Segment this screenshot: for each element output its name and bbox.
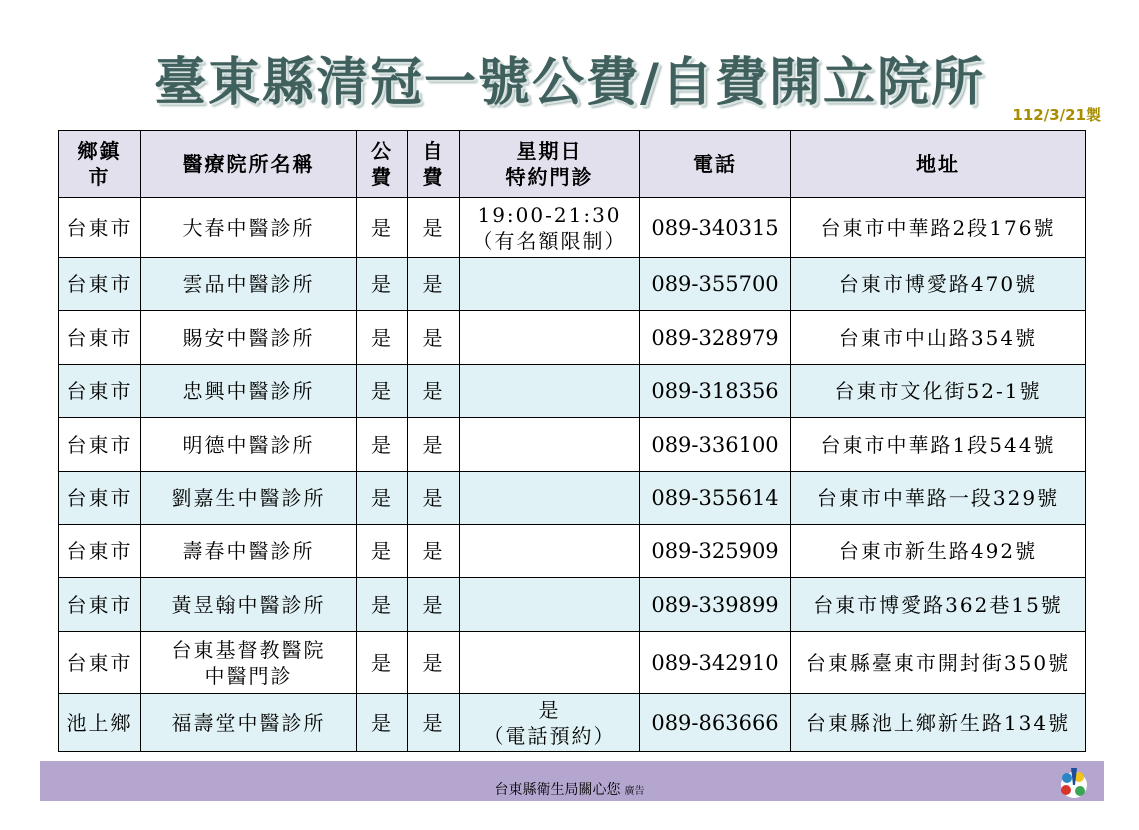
- ad-label: 廣告: [624, 786, 645, 797]
- cell-address: 台東市中華路1段544號: [791, 418, 1086, 472]
- table-row: [59, 418, 1086, 472]
- cell-public: 是: [357, 472, 408, 525]
- cell-phone: 089-336100: [640, 418, 791, 472]
- table-row: [59, 632, 1086, 694]
- cell-self: 是: [408, 632, 460, 694]
- cell-address: 台東市中山路354號: [791, 311, 1086, 365]
- cell-phone: 089-863666: [640, 694, 791, 752]
- cell-town: 台東市: [59, 365, 141, 418]
- cell-self: 是: [408, 418, 460, 472]
- header-town: 鄉鎮 市: [59, 131, 141, 198]
- header-public: 公 費: [357, 131, 408, 198]
- cell-town: 台東市: [59, 525, 141, 578]
- cell-town: 台東市: [59, 632, 141, 694]
- table-row: [59, 311, 1086, 365]
- cell-self: 是: [408, 198, 460, 258]
- cell-phone: 089-318356: [640, 365, 791, 418]
- cell-phone: 089-339899: [640, 578, 791, 632]
- footer-text: [0, 779, 1139, 799]
- cell-town: 台東市: [59, 472, 141, 525]
- cell-self: 是: [408, 472, 460, 525]
- cell-clinic-name: 福壽堂中醫診所: [141, 694, 357, 752]
- cell-public: 是: [357, 418, 408, 472]
- cell-public: 是: [357, 258, 408, 311]
- cell-clinic-name: 黃昱翰中醫診所: [141, 578, 357, 632]
- cell-public: 是: [357, 694, 408, 752]
- cell-sunday-clinic: [460, 632, 640, 694]
- cell-clinic-name: 賜安中醫診所: [141, 311, 357, 365]
- cell-phone: 089-325909: [640, 525, 791, 578]
- cell-public: 是: [357, 578, 408, 632]
- table-row: [59, 694, 1086, 752]
- cell-public: 是: [357, 525, 408, 578]
- cell-town: 台東市: [59, 311, 141, 365]
- cell-clinic-name: 劉嘉生中醫診所: [141, 472, 357, 525]
- cell-sunday-clinic: [460, 365, 640, 418]
- cell-address: 台東縣池上鄉新生路134號: [791, 694, 1086, 752]
- cell-phone: 089-340315: [640, 198, 791, 258]
- cell-town: 台東市: [59, 418, 141, 472]
- cell-self: 是: [408, 525, 460, 578]
- cell-public: 是: [357, 632, 408, 694]
- page-title: 臺東縣清冠一號公費/自費開立院所: [154, 53, 985, 113]
- clinic-rows: [59, 198, 1086, 752]
- cell-address: 台東市中華路一段329號: [791, 472, 1086, 525]
- table-row: [59, 525, 1086, 578]
- cell-phone: 089-355700: [640, 258, 791, 311]
- cell-clinic-name: 台東基督教醫院 中醫門診: [141, 632, 357, 694]
- cell-self: 是: [408, 694, 460, 752]
- header-sunday-clinic: 星期日 特約門診: [460, 131, 640, 198]
- cell-sunday-clinic: [460, 258, 640, 311]
- cell-public: 是: [357, 198, 408, 258]
- cell-address: 台東市新生路492號: [791, 525, 1086, 578]
- cell-phone: 089-328979: [640, 311, 791, 365]
- cell-address: 台東市中華路2段176號: [791, 198, 1086, 258]
- cell-address: 台東市博愛路470號: [791, 258, 1086, 311]
- cell-town: 池上鄉: [59, 694, 141, 752]
- cell-town: 台東市: [59, 578, 141, 632]
- cell-sunday-clinic: [460, 311, 640, 365]
- cell-self: 是: [408, 365, 460, 418]
- cell-public: 是: [357, 311, 408, 365]
- table-row: [59, 365, 1086, 418]
- cell-town: 台東市: [59, 198, 141, 258]
- cell-clinic-name: 雲品中醫診所: [141, 258, 357, 311]
- table-header-row: [59, 131, 1086, 198]
- cell-town: 台東市: [59, 258, 141, 311]
- cell-sunday-clinic: 是 （電話預約）: [460, 694, 640, 752]
- header-address: 地址: [791, 131, 1086, 198]
- cell-sunday-clinic: [460, 578, 640, 632]
- cell-sunday-clinic: 19:00-21:30 （有名額限制）: [460, 198, 640, 258]
- table-row: [59, 258, 1086, 311]
- cell-sunday-clinic: [460, 418, 640, 472]
- cell-self: 是: [408, 258, 460, 311]
- header-phone: 電話: [640, 131, 791, 198]
- cell-sunday-clinic: [460, 472, 640, 525]
- health-bureau-logo-icon: [1052, 763, 1096, 801]
- clinic-table: [58, 130, 1086, 752]
- made-date: 112/3/21製: [1012, 106, 1101, 124]
- cell-self: 是: [408, 311, 460, 365]
- cell-clinic-name: 明德中醫診所: [141, 418, 357, 472]
- cell-public: 是: [357, 365, 408, 418]
- cell-self: 是: [408, 578, 460, 632]
- table-row: [59, 578, 1086, 632]
- cell-address: 台東市文化街52-1號: [791, 365, 1086, 418]
- cell-address: 台東市博愛路362巷15號: [791, 578, 1086, 632]
- table-row: [59, 472, 1086, 525]
- cell-sunday-clinic: [460, 525, 640, 578]
- cell-address: 台東縣臺東市開封街350號: [791, 632, 1086, 694]
- cell-clinic-name: 壽春中醫診所: [141, 525, 357, 578]
- cell-clinic-name: 大春中醫診所: [141, 198, 357, 258]
- cell-phone: 089-342910: [640, 632, 791, 694]
- header-clinic-name: 醫療院所名稱: [141, 131, 357, 198]
- cell-clinic-name: 忠興中醫診所: [141, 365, 357, 418]
- table-row: [59, 198, 1086, 258]
- footer-message: 台東縣衛生局關心您: [494, 782, 621, 798]
- header-self: 自 費: [408, 131, 460, 198]
- cell-phone: 089-355614: [640, 472, 791, 525]
